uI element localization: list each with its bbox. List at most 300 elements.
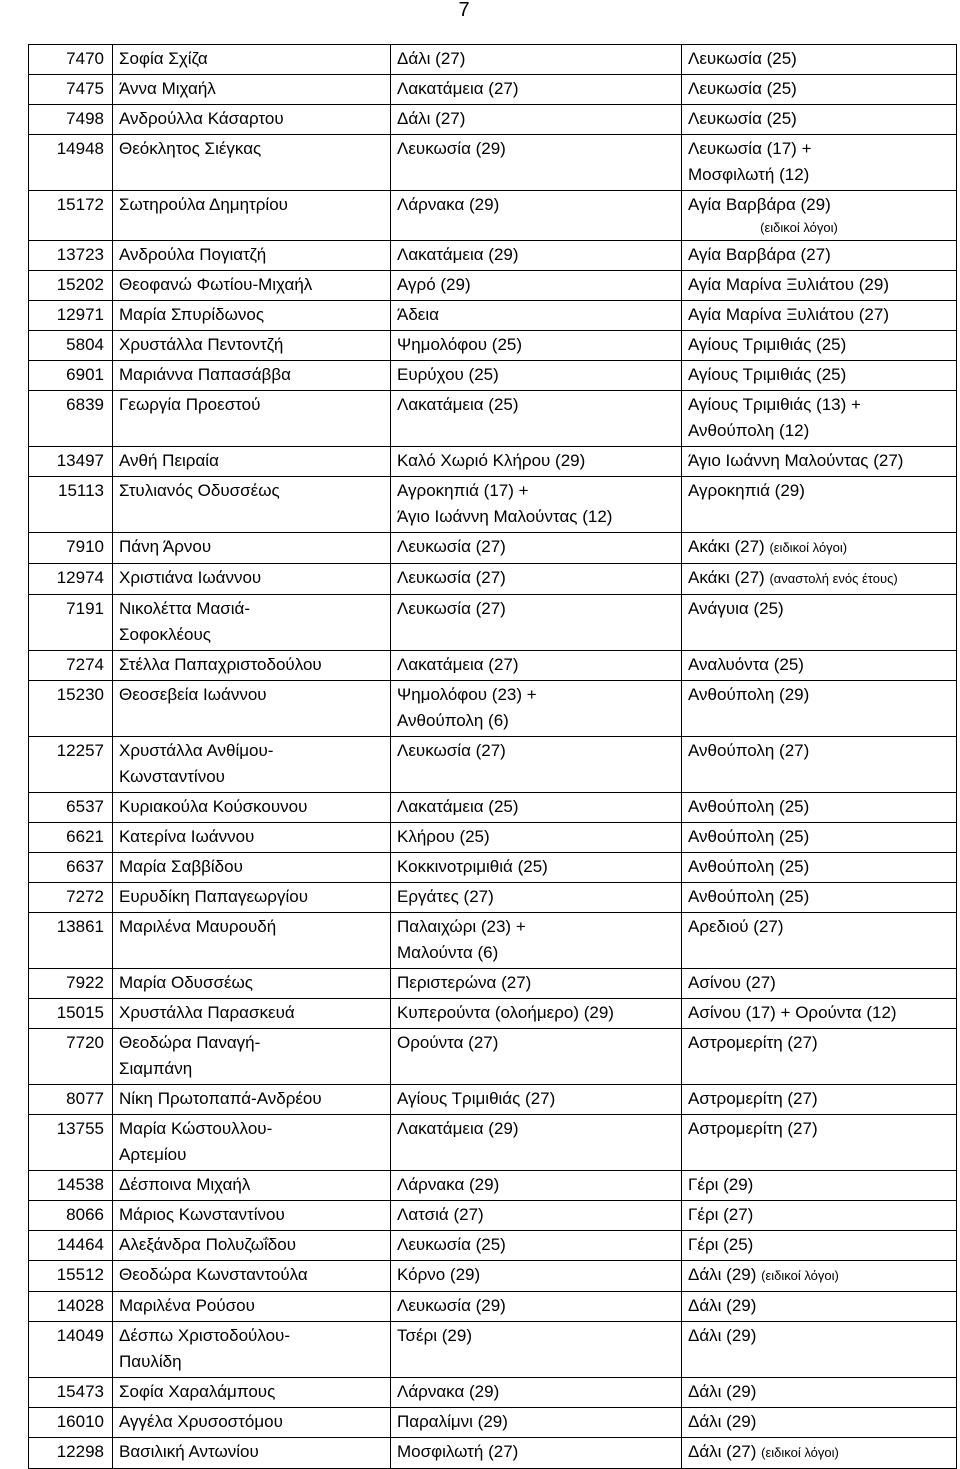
new-school: Αγίους Τριμιθιάς (25) bbox=[688, 335, 847, 354]
teacher-name: Ευρυδίκη Παπαγεωργίου bbox=[119, 887, 308, 906]
employee-number-cell bbox=[29, 999, 113, 1029]
employee-number: 12257 bbox=[56, 741, 104, 760]
new-school-cell bbox=[682, 1322, 957, 1378]
new-school-line bbox=[688, 46, 950, 72]
teacher-name-cell bbox=[113, 913, 391, 969]
new-school-line bbox=[688, 682, 950, 708]
teacher-name-continued: Αρτεμίου bbox=[119, 1145, 187, 1164]
new-school-cell bbox=[682, 1378, 957, 1408]
current-school-cell bbox=[391, 533, 682, 564]
employee-number: 12974 bbox=[56, 568, 104, 587]
new-school-line bbox=[688, 1116, 950, 1142]
employee-number: 7910 bbox=[66, 537, 104, 556]
new-school: Αγροκηπιά (29) bbox=[688, 481, 805, 500]
table-row bbox=[29, 191, 957, 241]
teacher-name-cell bbox=[113, 1261, 391, 1292]
teacher-name: Στυλιανός Οδυσσέως bbox=[119, 481, 280, 500]
new-school-cell bbox=[682, 595, 957, 651]
new-school-line bbox=[688, 1232, 950, 1258]
new-school-line bbox=[688, 1262, 950, 1289]
employee-number: 7470 bbox=[66, 49, 104, 68]
current-school-cell bbox=[391, 1029, 682, 1085]
table-row bbox=[29, 1029, 957, 1085]
teacher-name-cell bbox=[113, 447, 391, 477]
new-school-cell bbox=[682, 1231, 957, 1261]
employee-number: 14538 bbox=[56, 1175, 104, 1194]
table-row bbox=[29, 447, 957, 477]
current-school: Λευκωσία (29) bbox=[397, 1296, 506, 1315]
employee-number: 7191 bbox=[66, 599, 104, 618]
new-school-line bbox=[688, 1172, 950, 1198]
new-school: Δάλι (27) bbox=[688, 1442, 757, 1461]
new-school-cell bbox=[682, 45, 957, 75]
employee-number-cell bbox=[29, 191, 113, 241]
employee-number-cell bbox=[29, 853, 113, 883]
employee-number-cell bbox=[29, 1408, 113, 1438]
current-school: Αγροκηπιά (17) + bbox=[397, 481, 529, 500]
new-school-cell bbox=[682, 331, 957, 361]
table-row bbox=[29, 361, 957, 391]
employee-number-cell bbox=[29, 105, 113, 135]
new-school-cell bbox=[682, 361, 957, 391]
table-row bbox=[29, 564, 957, 595]
current-school-cell bbox=[391, 1408, 682, 1438]
current-school-cell bbox=[391, 883, 682, 913]
employee-number-cell bbox=[29, 1261, 113, 1292]
table-row bbox=[29, 241, 957, 271]
employee-number: 7720 bbox=[66, 1033, 104, 1052]
employee-number-cell bbox=[29, 1438, 113, 1469]
current-school-cell bbox=[391, 75, 682, 105]
current-school-cell bbox=[391, 564, 682, 595]
new-school-cell bbox=[682, 191, 957, 241]
new-school: Ανθούπολη (29) bbox=[688, 685, 810, 704]
teacher-name-cell bbox=[113, 1438, 391, 1469]
new-school-line bbox=[688, 1323, 950, 1349]
new-school: Δάλι (29) bbox=[688, 1296, 757, 1315]
new-school-cell bbox=[682, 271, 957, 301]
new-school-cell bbox=[682, 853, 957, 883]
current-school-cell bbox=[391, 681, 682, 737]
employee-number: 7475 bbox=[66, 79, 104, 98]
employee-number: 15512 bbox=[56, 1265, 104, 1284]
teacher-name: Χρυστάλλα Παρασκευά bbox=[119, 1003, 295, 1022]
new-school: Λευκωσία (25) bbox=[688, 49, 797, 68]
new-school-line bbox=[688, 362, 950, 388]
table-row bbox=[29, 331, 957, 361]
current-school: Λευκωσία (27) bbox=[397, 537, 506, 556]
current-school-cell bbox=[391, 1438, 682, 1469]
new-school-line bbox=[688, 1086, 950, 1112]
teacher-name: Πάνη Άρνου bbox=[119, 537, 212, 556]
new-school: Γέρι (29) bbox=[688, 1175, 754, 1194]
table-row bbox=[29, 533, 957, 564]
new-school-line bbox=[688, 738, 950, 764]
current-school-cell bbox=[391, 447, 682, 477]
table-row bbox=[29, 1085, 957, 1115]
teacher-name: Ανθή Πειραία bbox=[119, 451, 219, 470]
employee-number: 12298 bbox=[56, 1442, 104, 1461]
employee-number-cell bbox=[29, 564, 113, 595]
teacher-name-cell bbox=[113, 595, 391, 651]
teacher-name-continued: Κωνσταντίνου bbox=[119, 767, 225, 786]
employee-number: 6621 bbox=[66, 827, 104, 846]
current-school-cell bbox=[391, 135, 682, 191]
new-school-cell bbox=[682, 1292, 957, 1322]
table-row bbox=[29, 45, 957, 75]
new-school: Δάλι (29) bbox=[688, 1326, 757, 1345]
current-school-cell bbox=[391, 301, 682, 331]
teacher-name-cell bbox=[113, 361, 391, 391]
current-school: Λακατάμεια (27) bbox=[397, 79, 519, 98]
current-school-continued: Άγιο Ιωάννη Μαλούντας (12) bbox=[397, 507, 613, 526]
teacher-name-cell bbox=[113, 1085, 391, 1115]
new-school-cell bbox=[682, 447, 957, 477]
employee-number: 14049 bbox=[56, 1326, 104, 1345]
employee-number-cell bbox=[29, 793, 113, 823]
current-school-cell bbox=[391, 1231, 682, 1261]
new-school-line bbox=[688, 272, 950, 298]
employee-number: 7922 bbox=[66, 973, 104, 992]
teacher-name: Νικολέττα Μασιά- bbox=[119, 599, 251, 618]
current-school: Μοσφιλωτή (27) bbox=[397, 1442, 519, 1461]
teacher-name-cell bbox=[113, 105, 391, 135]
current-school: Λακατάμεια (25) bbox=[397, 797, 519, 816]
employee-number: 6537 bbox=[66, 797, 104, 816]
new-school-line bbox=[688, 392, 950, 418]
teacher-name: Κατερίνα Ιωάννου bbox=[119, 827, 255, 846]
new-school-cell bbox=[682, 135, 957, 191]
teacher-name: Γεωργία Προεστού bbox=[119, 395, 261, 414]
teacher-name: Θεόκλητος Σιέγκας bbox=[119, 139, 262, 158]
current-school: Λακατάμεια (29) bbox=[397, 1119, 519, 1138]
table-row bbox=[29, 1438, 957, 1469]
teacher-name-cell bbox=[113, 331, 391, 361]
table-row bbox=[29, 391, 957, 447]
current-school-cell bbox=[391, 1378, 682, 1408]
teacher-name: Στέλλα Παπαχριστοδούλου bbox=[119, 655, 322, 674]
teacher-name: Αγγέλα Χρυσοστόμου bbox=[119, 1412, 283, 1431]
teacher-name-continued: Παυλίδη bbox=[119, 1352, 182, 1371]
new-school-cell bbox=[682, 301, 957, 331]
reason-note: (ειδικοί λόγοι) bbox=[760, 220, 838, 235]
employee-number-cell bbox=[29, 1115, 113, 1171]
current-school: Ψημολόφου (23) + bbox=[397, 685, 537, 704]
teacher-name-cell bbox=[113, 533, 391, 564]
employee-number: 16010 bbox=[56, 1412, 104, 1431]
current-school-cell bbox=[391, 105, 682, 135]
teacher-name-cell bbox=[113, 681, 391, 737]
teacher-name-cell bbox=[113, 75, 391, 105]
new-school: Αγία Βαρβάρα (29) bbox=[688, 195, 831, 214]
teacher-name: Μαριλένα Ρούσου bbox=[119, 1296, 255, 1315]
employee-number: 8077 bbox=[66, 1089, 104, 1108]
new-school-continued: Ανθούπολη (12) bbox=[688, 421, 810, 440]
employee-number-cell bbox=[29, 595, 113, 651]
transfers-table bbox=[28, 44, 957, 1469]
new-school-line bbox=[688, 565, 950, 592]
teacher-name: Νίκη Πρωτοπαπά-Ανδρέου bbox=[119, 1089, 322, 1108]
new-school-cell bbox=[682, 105, 957, 135]
teacher-name: Δέσπω Χριστοδούλου- bbox=[119, 1326, 290, 1345]
current-school: Κυπερούντα (ολοήμερο) (29) bbox=[397, 1003, 614, 1022]
new-school: Δάλι (29) bbox=[688, 1382, 757, 1401]
teacher-name-cell bbox=[113, 793, 391, 823]
reason-note: (αναστολή ενός έτους) bbox=[769, 571, 898, 586]
employee-number: 13861 bbox=[56, 917, 104, 936]
teacher-name: Ανδρούλλα Κάσαρτου bbox=[119, 109, 284, 128]
new-school: Ανάγυια (25) bbox=[688, 599, 784, 618]
employee-number-cell bbox=[29, 301, 113, 331]
table-row bbox=[29, 135, 957, 191]
employee-number-cell bbox=[29, 45, 113, 75]
employee-number-cell bbox=[29, 1085, 113, 1115]
current-school-cell bbox=[391, 823, 682, 853]
teacher-name-cell bbox=[113, 45, 391, 75]
new-school-line bbox=[688, 652, 950, 678]
new-school-line bbox=[688, 884, 950, 910]
teacher-name: Μαρία Σαββίδου bbox=[119, 857, 243, 876]
current-school-cell bbox=[391, 45, 682, 75]
new-school-line bbox=[688, 302, 950, 328]
employee-number-cell bbox=[29, 331, 113, 361]
new-school: Ακάκι (27) bbox=[688, 537, 765, 556]
current-school-cell bbox=[391, 1201, 682, 1231]
table-row bbox=[29, 1231, 957, 1261]
teacher-name-cell bbox=[113, 1292, 391, 1322]
new-school-line bbox=[688, 332, 950, 358]
teacher-name: Σοφία Χαραλάμπους bbox=[119, 1382, 276, 1401]
employee-number: 14948 bbox=[56, 139, 104, 158]
current-school: Αγίους Τριμιθιάς (27) bbox=[397, 1089, 556, 1108]
teacher-name: Μάριος Κωνσταντίνου bbox=[119, 1205, 285, 1224]
teacher-name: Θεοδώρα Παναγή- bbox=[119, 1033, 261, 1052]
employee-number-cell bbox=[29, 1322, 113, 1378]
employee-number: 8066 bbox=[66, 1205, 104, 1224]
current-school: Περιστερώνα (27) bbox=[397, 973, 532, 992]
employee-number-cell bbox=[29, 823, 113, 853]
teacher-name: Θεοσεβεία Ιωάννου bbox=[119, 685, 267, 704]
new-school: Ακάκι (27) bbox=[688, 568, 765, 587]
teacher-name-cell bbox=[113, 191, 391, 241]
new-school-line bbox=[688, 106, 950, 132]
new-school-line bbox=[688, 76, 950, 102]
new-school-cell bbox=[682, 737, 957, 793]
new-school-cell bbox=[682, 477, 957, 533]
new-school-line bbox=[688, 1409, 950, 1435]
teacher-name: Άννα Μιχαήλ bbox=[119, 79, 216, 98]
table-row bbox=[29, 1322, 957, 1378]
new-school-line bbox=[688, 1293, 950, 1319]
current-school-cell bbox=[391, 651, 682, 681]
new-school: Αγία Μαρίνα Ξυλιάτου (29) bbox=[688, 275, 889, 294]
new-school-cell bbox=[682, 651, 957, 681]
new-school: Ανθούπολη (25) bbox=[688, 887, 810, 906]
teacher-name-cell bbox=[113, 651, 391, 681]
new-school: Λευκωσία (25) bbox=[688, 109, 797, 128]
new-school-line bbox=[688, 242, 950, 268]
table-row bbox=[29, 969, 957, 999]
teacher-name: Θεοδώρα Κωνσταντούλα bbox=[119, 1265, 308, 1284]
employee-number-cell bbox=[29, 271, 113, 301]
teacher-name: Μαρία Οδυσσέως bbox=[119, 973, 253, 992]
new-school-line bbox=[688, 448, 950, 474]
teacher-name: Χριστιάνα Ιωάννου bbox=[119, 568, 262, 587]
employee-number-cell bbox=[29, 361, 113, 391]
new-school-line bbox=[688, 914, 950, 940]
new-school-cell bbox=[682, 913, 957, 969]
new-school-cell bbox=[682, 999, 957, 1029]
teacher-name-cell bbox=[113, 1115, 391, 1171]
new-school-cell bbox=[682, 564, 957, 595]
current-school: Παραλίμνι (29) bbox=[397, 1412, 508, 1431]
current-school: Κόρνο (29) bbox=[397, 1265, 481, 1284]
current-school: Λακατάμεια (29) bbox=[397, 245, 519, 264]
employee-number-cell bbox=[29, 135, 113, 191]
current-school: Λευκωσία (27) bbox=[397, 568, 506, 587]
current-school: Δάλι (27) bbox=[397, 49, 466, 68]
new-school-cell bbox=[682, 681, 957, 737]
table-row bbox=[29, 1408, 957, 1438]
current-school-cell bbox=[391, 1292, 682, 1322]
employee-number: 6839 bbox=[66, 395, 104, 414]
teacher-name: Αλεξάνδρα Πολυζωΐδου bbox=[119, 1235, 297, 1254]
employee-number-cell bbox=[29, 913, 113, 969]
employee-number-cell bbox=[29, 75, 113, 105]
employee-number: 12971 bbox=[56, 305, 104, 324]
current-school-cell bbox=[391, 853, 682, 883]
employee-number-cell bbox=[29, 969, 113, 999]
new-school: Γέρι (27) bbox=[688, 1205, 754, 1224]
teacher-name: Δέσποινα Μιχαήλ bbox=[119, 1175, 251, 1194]
employee-number: 15172 bbox=[56, 195, 104, 214]
employee-number-cell bbox=[29, 1231, 113, 1261]
new-school-line bbox=[688, 1030, 950, 1056]
current-school: Λάρνακα (29) bbox=[397, 1175, 500, 1194]
new-school-cell bbox=[682, 75, 957, 105]
new-school-continued: Μοσφιλωτή (12) bbox=[688, 165, 810, 184]
employee-number-cell bbox=[29, 477, 113, 533]
current-school-cell bbox=[391, 241, 682, 271]
new-school: Γέρι (25) bbox=[688, 1235, 754, 1254]
current-school: Λατσιά (27) bbox=[397, 1205, 484, 1224]
current-school: Κλήρου (25) bbox=[397, 827, 490, 846]
new-school: Λευκωσία (25) bbox=[688, 79, 797, 98]
employee-number-cell bbox=[29, 651, 113, 681]
current-school-cell bbox=[391, 361, 682, 391]
teacher-name-cell bbox=[113, 564, 391, 595]
teacher-name-cell bbox=[113, 1322, 391, 1378]
teacher-name: Βασιλική Αντωνίου bbox=[119, 1442, 259, 1461]
current-school: Ευρύχου (25) bbox=[397, 365, 499, 384]
table-row bbox=[29, 651, 957, 681]
current-school: Κοκκινοτριμιθιά (25) bbox=[397, 857, 548, 876]
teacher-name-cell bbox=[113, 823, 391, 853]
new-school-cell bbox=[682, 969, 957, 999]
table-row bbox=[29, 1261, 957, 1292]
current-school: Λευκωσία (25) bbox=[397, 1235, 506, 1254]
new-school-line bbox=[688, 824, 950, 850]
employee-number-cell bbox=[29, 737, 113, 793]
table-row bbox=[29, 477, 957, 533]
table-row bbox=[29, 823, 957, 853]
new-school: Δάλι (29) bbox=[688, 1265, 757, 1284]
teacher-name-cell bbox=[113, 135, 391, 191]
teacher-name: Μαρία Σπυρίδωνος bbox=[119, 305, 265, 324]
teacher-name-continued: Σοφοκλέους bbox=[119, 625, 211, 644]
new-school-cell bbox=[682, 883, 957, 913]
current-school-cell bbox=[391, 271, 682, 301]
current-school-cell bbox=[391, 1115, 682, 1171]
employee-number: 15473 bbox=[56, 1382, 104, 1401]
teacher-name-cell bbox=[113, 1201, 391, 1231]
table-row bbox=[29, 271, 957, 301]
new-school-line bbox=[688, 1379, 950, 1405]
new-school-cell bbox=[682, 1438, 957, 1469]
teacher-name: Μαριάννα Παπασάββα bbox=[119, 365, 291, 384]
employee-number: 7272 bbox=[66, 887, 104, 906]
table-row bbox=[29, 883, 957, 913]
employee-number: 7498 bbox=[66, 109, 104, 128]
new-school-line bbox=[688, 970, 950, 996]
new-school: Αγίους Τριμιθιάς (13) + bbox=[688, 395, 861, 414]
new-school-line bbox=[688, 534, 950, 561]
new-school-cell bbox=[682, 793, 957, 823]
table-row bbox=[29, 301, 957, 331]
table-row bbox=[29, 681, 957, 737]
current-school-cell bbox=[391, 191, 682, 241]
current-school: Παλαιχώρι (23) + bbox=[397, 917, 526, 936]
reason-note: (ειδικοί λόγοι) bbox=[761, 1268, 839, 1283]
current-school: Λάρνακα (29) bbox=[397, 195, 500, 214]
current-school: Λακατάμεια (25) bbox=[397, 395, 519, 414]
new-school: Ανθούπολη (25) bbox=[688, 857, 810, 876]
employee-number-cell bbox=[29, 241, 113, 271]
employee-number-cell bbox=[29, 1029, 113, 1085]
teacher-name: Μαριλένα Μαυρουδή bbox=[119, 917, 277, 936]
new-school: Αρεδιού (27) bbox=[688, 917, 784, 936]
current-school-cell bbox=[391, 913, 682, 969]
current-school-cell bbox=[391, 331, 682, 361]
current-school: Δάλι (27) bbox=[397, 109, 466, 128]
new-school: Αστρομερίτη (27) bbox=[688, 1119, 818, 1138]
current-school: Λακατάμεια (27) bbox=[397, 655, 519, 674]
current-school-cell bbox=[391, 1171, 682, 1201]
employee-number-cell bbox=[29, 447, 113, 477]
teacher-name: Κυριακούλα Κούσκουνου bbox=[119, 797, 308, 816]
current-school: Ψημολόφου (25) bbox=[397, 335, 523, 354]
table-row bbox=[29, 1201, 957, 1231]
employee-number: 15230 bbox=[56, 685, 104, 704]
new-school-line bbox=[688, 854, 950, 880]
teacher-name: Χρυστάλλα Ανθίμου- bbox=[119, 741, 274, 760]
new-school: Λευκωσία (17) + bbox=[688, 139, 812, 158]
new-school-cell bbox=[682, 1408, 957, 1438]
current-school-cell bbox=[391, 477, 682, 533]
table-row bbox=[29, 1292, 957, 1322]
new-school: Ασίνου (27) bbox=[688, 973, 776, 992]
new-school-line bbox=[688, 794, 950, 820]
teacher-name: Ανδρούλα Πογιατζή bbox=[119, 245, 267, 264]
current-school: Άδεια bbox=[397, 305, 439, 324]
new-school: Αστρομερίτη (27) bbox=[688, 1089, 818, 1108]
table-row bbox=[29, 75, 957, 105]
reason-note: (ειδικοί λόγοι) bbox=[769, 540, 848, 555]
new-school: Αγίους Τριμιθιάς (25) bbox=[688, 365, 847, 384]
new-school: Αναλυόντα (25) bbox=[688, 655, 804, 674]
new-school: Ανθούπολη (27) bbox=[688, 741, 810, 760]
teacher-name-cell bbox=[113, 1408, 391, 1438]
